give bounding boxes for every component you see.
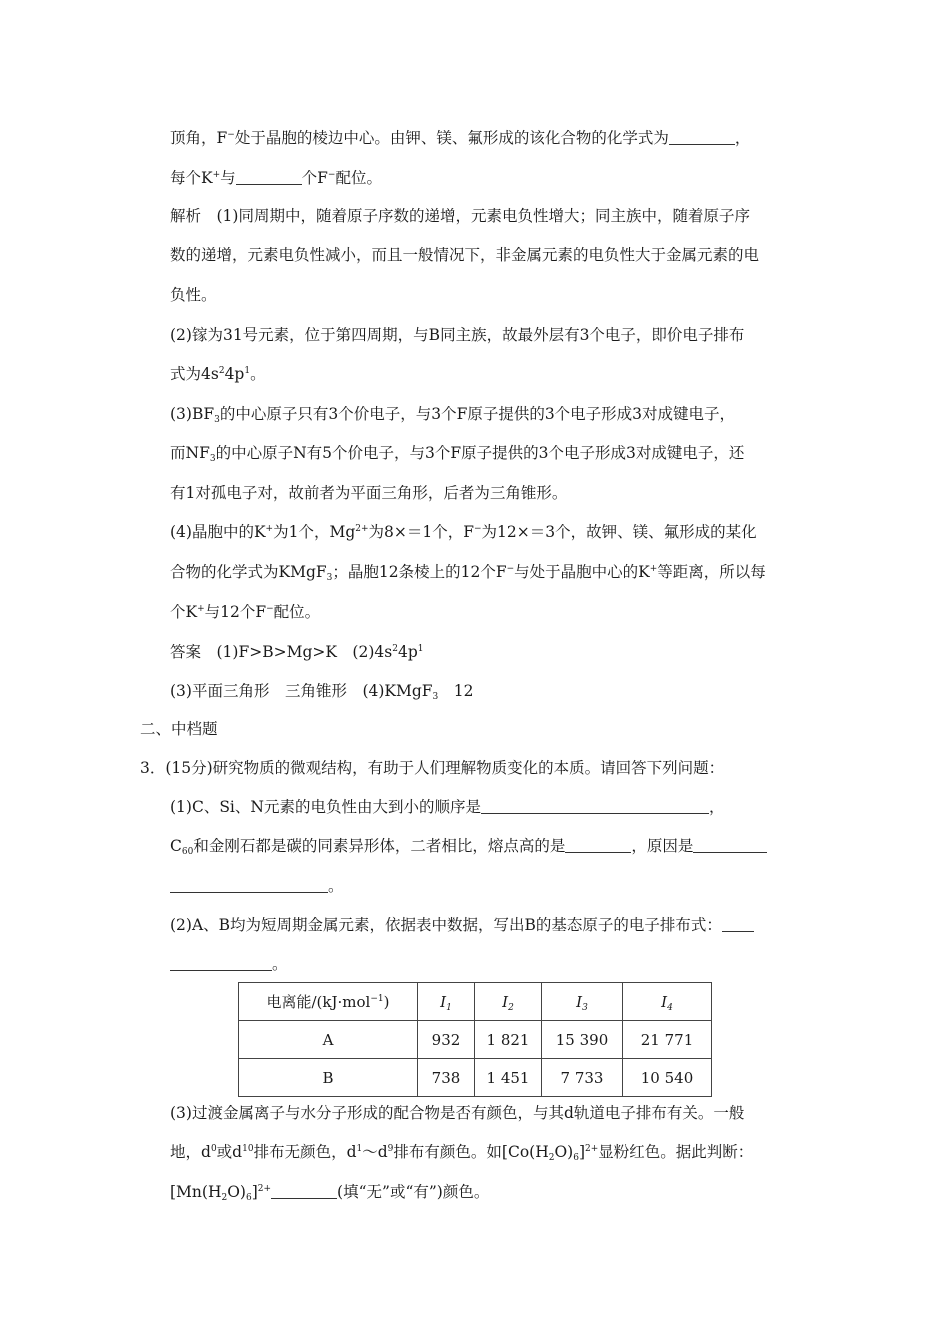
question-3-part-3: (3)过渡金属离子与水分子形成的配合物是否有颜色，与其d轨道电子排布有关。一般	[170, 1104, 745, 1122]
analysis-line-9: (4)晶胞中的K+为1个，$Mg^{2+}$为8×＝1个，F−为12×＝3个，故钾、镁、氟形成的某化	[170, 523, 757, 541]
table-header-label: 电离能/(kJ·mol$^{-1}$)	[239, 983, 418, 1021]
analysis-line-8: 有1对孤电子对，故前者为平面三角形，后者为三角锥形。	[170, 484, 568, 502]
analysis-line-7: 而$NF_3$的中心原子N有5个价电子，与3个F原子提供的3个电子形成3对成键电子，还	[170, 444, 745, 464]
table-cell: 15 390	[542, 1021, 623, 1059]
analysis-line-4: (2)镓为31号元素，位于第四周期，与B同主族，故最外层有3个电子，即价电子排布	[170, 326, 745, 344]
question-3-c60-line: $C_{60}$和金刚石都是碳的同素异形体，二者相比，熔点高的是 ，原因是	[170, 836, 767, 856]
analysis-line-11: 个K+与12个F−配位。	[170, 603, 321, 621]
table-cell-label: A	[239, 1021, 418, 1059]
ionization-energy-table	[238, 982, 712, 1097]
coordination-blank[interactable]	[236, 170, 302, 185]
table-header-i4: $I_4$	[623, 983, 712, 1021]
question-3-reason-continue: 。	[170, 876, 344, 896]
line-coordination: 每个K+与 个F−配位。	[170, 169, 382, 187]
section-heading: 二、中档题	[140, 720, 218, 738]
table-cell: 738	[418, 1059, 475, 1097]
formula-blank[interactable]	[669, 130, 735, 145]
answer-line-2: (3)平面三角形 三角锥形 (4)KMgF$_3$ 12	[170, 682, 474, 702]
line-crystal-position: 顶角，F−处于晶胞的棱边中心。由钾、镁、氟形成的该化合物的化学式为 ，	[170, 129, 751, 147]
table-header-row	[239, 983, 712, 1021]
analysis-line-3: 负性。	[170, 286, 217, 304]
question-3-part-2: (2)A、B均为短周期金属元素，依据表中数据，写出B的基态原子的电子排布式：	[170, 915, 754, 935]
table-cell: 1 821	[475, 1021, 542, 1059]
analysis-line-2: 数的递增，元素电负性减小，而且一般情况下，非金属元素的电负性大于金属元素的电	[170, 246, 760, 264]
table-cell: 10 540	[623, 1059, 712, 1097]
question-3-mn-line: $[Mn(H_2O)_6]^{2+}$ (填“无”或“有”)颜色。	[170, 1183, 490, 1203]
reason-blank[interactable]	[693, 838, 767, 853]
table-row	[239, 1059, 712, 1097]
table-header-i1: $I_1$	[418, 983, 475, 1021]
melting-point-blank[interactable]	[565, 838, 631, 853]
question-3-part-2-continue: 。	[170, 954, 288, 974]
analysis-line-1: 解析 (1)同周期中，随着原子序数的递增，元素电负性增大；同主族中，随着原子序	[170, 207, 750, 225]
table-header-i2: $I_2$	[475, 983, 542, 1021]
electron-config-blank[interactable]	[722, 917, 754, 932]
analysis-line-5: 式为$4s^24p^1$。	[170, 365, 266, 383]
color-blank[interactable]	[271, 1184, 337, 1199]
table-cell: 7 733	[542, 1059, 623, 1097]
table-row	[239, 1021, 712, 1059]
question-3-stem: 3．(15分)研究物质的微观结构，有助于人们理解物质变化的本质。请回答下列问题：	[140, 759, 725, 777]
table-cell: 1 451	[475, 1059, 542, 1097]
table-header-i3: $I_3$	[542, 983, 623, 1021]
answer-line-1: 答案 (1)F>B>Mg>K $(2)4s^24p^1$	[170, 643, 424, 661]
analysis-line-6: $(3)BF_3$的中心原子只有3个价电子，与3个F原子提供的3个电子形成3对成键电子，	[170, 405, 736, 425]
table-cell: 932	[418, 1021, 475, 1059]
electronegativity-blank[interactable]	[481, 799, 709, 814]
electron-config-blank-continued[interactable]	[170, 956, 272, 971]
reason-blank-continued[interactable]	[170, 878, 328, 893]
table-cell-label: B	[239, 1059, 418, 1097]
question-3-part-1: (1)C、Si、N元素的电负性由大到小的顺序是 ，	[170, 798, 725, 816]
question-3-d-orbital-line: 地，$d^0$或$d^{10}$排布无颜色，$d^1\sim d^9$排布有颜色。如$[Co(H_2O)_6]^{2+}$显粉红色。据此判断：	[170, 1143, 754, 1163]
table-cell: 21 771	[623, 1021, 712, 1059]
analysis-line-10: 合物的化学式为KMgF$_3$；晶胞12条棱上的12个F−与处于晶胞中心的K+等距离，所以每	[170, 563, 766, 583]
